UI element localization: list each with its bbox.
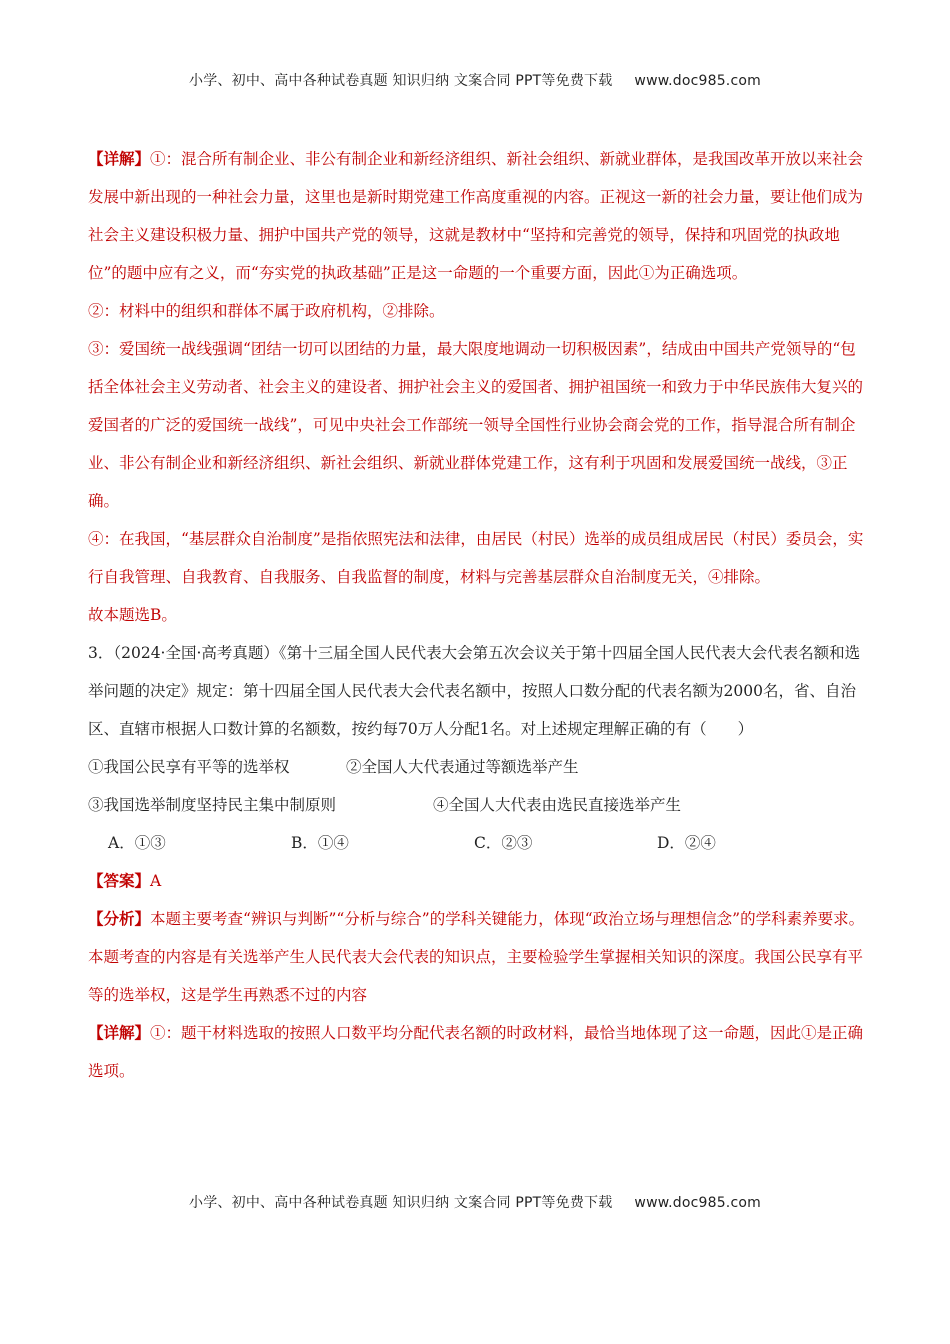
q2-detail-4: ④：在我国，“基层群众自治制度”是指依照宪法和法律，由居民（村民）选举的成员组成居民（村民）委员会，实行自我管理、自我教育、自我服务、自我监督的制度，材料与完善基层群众自治制度无关，④排除。: [88, 530, 864, 586]
q3-option-3: ③我国选举制度坚持民主集中制原则: [88, 796, 337, 814]
q3-answer: 【答案】A: [88, 871, 162, 890]
q3-option-2: ②全国人大代表通过等额选举产生: [346, 758, 579, 776]
q2-detail-2: ②：材料中的组织和群体不属于政府机构，②排除。: [88, 302, 445, 320]
header-site: www.doc985.com: [634, 73, 761, 89]
q3-stem: 3．（2024·全国·高考真题）《第十三届全国人民代表大会第五次会议关于第十四届全国人民代表大会代表名额和选举问题的决定》规定：第十四届全国人民代表大会代表名额中，按照人口数分配的代表名额为2000名，省、自治区、直辖市根据人口数计算的名额数，按约每70万人分配1名。对上述规定理解正确的有（ ）: [88, 644, 861, 738]
page-header: [0, 70, 950, 90]
q3-option-1: ①我国公民享有平等的选举权: [88, 758, 290, 776]
q3-analysis-tag: 【分析】: [88, 909, 151, 928]
q3-analysis: 【分析】本题主要考查“辨识与判断”“分析与综合”的学科关键能力，体现“政治立场与理想信念”的学科素养要求。本题考查的内容是有关选举产生人民代表大会代表的知识点，主要检验学生掌握相关知识的深度。我国公民享有平等的选举权，这是学生再熟悉不过的内容: [88, 909, 865, 1004]
q3-detail-1: 【详解】①：题干材料选取的按照人口数平均分配代表名额的时政材料，最恰当地体现了这一命题，因此①是正确选项。: [88, 1023, 864, 1080]
q3-choice-a: A．①③: [108, 834, 166, 852]
document-body: [88, 140, 868, 1090]
header-text: 小学、初中、高中各种试卷真题 知识归纳 文案合同 PPT等免费下载: [189, 73, 613, 89]
q2-detail-1: 【详解】①：混合所有制企业、非公有制企业和新经济组织、新社会组织、新就业群体，是我国改革开放以来社会发展中新出现的一种社会力量，这里也是新时期党建工作高度重视的内容。正视这一新的社会力量，要让他们成为社会主义建设积极力量、拥护中国共产党的领导，这就是教材中“坚持和完善党的领导，保持和巩固党的执政地位”的题中应有之义，而“夯实党的执政基础”正是这一命题的一个重要方面，因此①为正确选项。: [88, 149, 864, 282]
q2-conclusion: 故本题选B。: [88, 606, 177, 624]
q3-choice-d: D．②④: [657, 834, 716, 852]
footer-text: 小学、初中、高中各种试卷真题 知识归纳 文案合同 PPT等免费下载: [189, 1195, 613, 1211]
q3-choices: [88, 824, 868, 862]
q3-options-row-1: [88, 748, 868, 786]
footer-site: www.doc985.com: [634, 1195, 761, 1211]
q3-options-row-2: [88, 786, 868, 824]
page-footer: [0, 1192, 950, 1212]
q3-option-4: ④全国人大代表由选民直接选举产生: [433, 796, 682, 814]
q2-detail-3: ③：爱国统一战线强调“团结一切可以团结的力量，最大限度地调动一切积极因素”，结成由中国共产党领导的“包括全体社会主义劳动者、社会主义的建设者、拥护社会主义的爱国者、拥护祖国统一和致力于中华民族伟大复兴的爱国者的广泛的爱国统一战线”，可见中央社会工作部统一领导全国性行业协会商会党的工作，指导混合所有制企业、非公有制企业和新经济组织、新社会组织、新就业群体党建工作，这有利于巩固和发展爱国统一战线，③正确。: [88, 340, 864, 510]
q3-answer-tag: 【答案】: [88, 871, 151, 890]
q3-detail-tag: 【详解】: [88, 1023, 151, 1042]
q3-choice-b: B．①④: [291, 834, 349, 852]
q2-detail-tag: 【详解】: [88, 149, 151, 168]
q3-choice-c: C．②③: [474, 834, 533, 852]
